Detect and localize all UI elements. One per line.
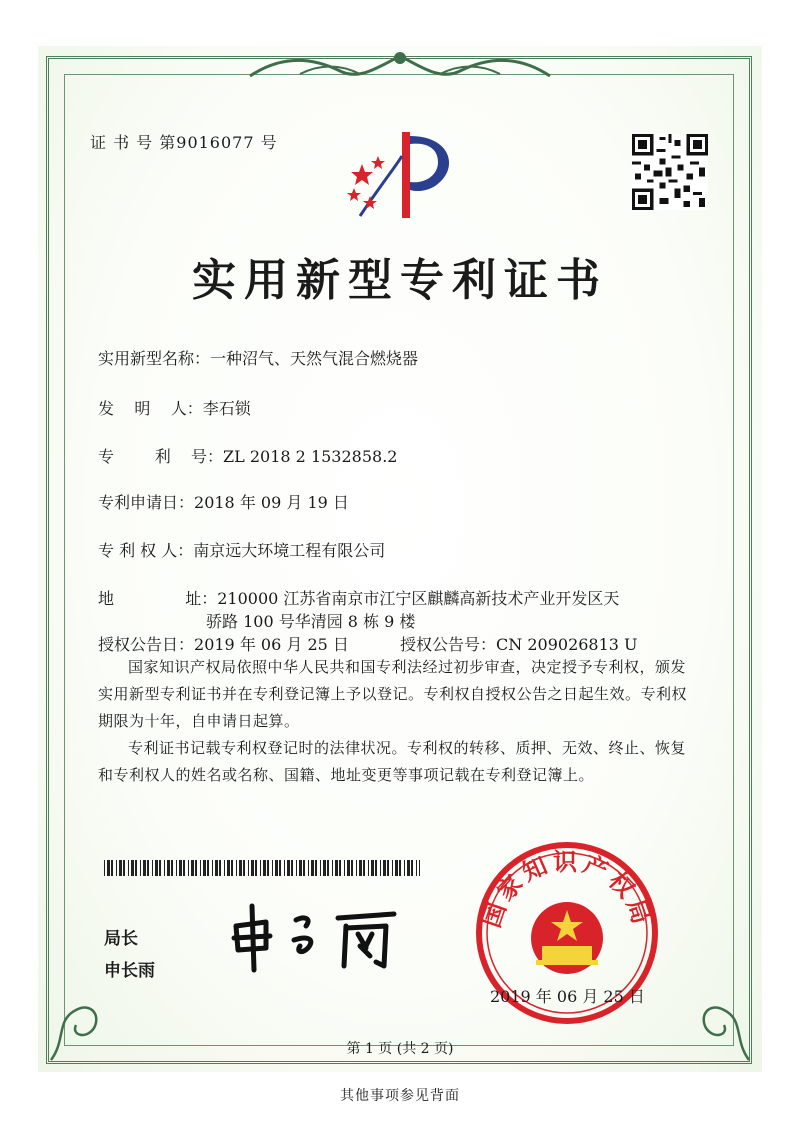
field-label: 专利申请日： — [98, 493, 195, 512]
field-value: 2018 年 09 月 19 日 — [194, 493, 349, 512]
barcode-icon — [104, 860, 420, 876]
field-grant-number — [400, 632, 638, 655]
statement-paragraph-1: 国家知识产权局依照中华人民共和国专利法经过初步审查，决定授予专利权，颁发实用新型专利证书并在专利登记簿上予以登记。专利权自授权公告之日起生效。专利权期限为十年，自申请日起算。 — [98, 658, 688, 730]
field-value: ZL 2018 2 1532858.2 — [223, 447, 398, 466]
field-value: 一种沼气、天然气混合燃烧器 — [210, 349, 419, 368]
field-label: 专 利 号： — [98, 447, 224, 466]
field-grant-date — [98, 632, 349, 655]
director-name: 申长雨 — [104, 961, 155, 981]
field-value: 2019 年 06 月 25 日 — [194, 635, 349, 654]
qr-code-icon — [632, 134, 708, 210]
field-value: 李石锁 — [202, 399, 251, 418]
certificate-number: 证 书 号 第9016077 号 — [90, 133, 278, 152]
field-label: 授权公告日： — [98, 635, 195, 654]
seal-text: 国家知识产权局 — [477, 848, 657, 932]
field-utility-model-name — [98, 346, 418, 369]
director-title: 局长 — [104, 929, 138, 949]
director-signature-icon — [226, 896, 406, 976]
top-ornament-icon — [240, 46, 560, 86]
field-patent-number — [98, 444, 397, 467]
field-address-line2: 骄路 100 号华清园 8 栋 9 楼 — [206, 612, 416, 631]
field-value: 210000 江苏省南京市江宁区麒麟高新技术产业开发区天 — [217, 589, 620, 608]
statement-paragraph-2: 专利证书记载专利权登记时的法律状况。专利权的转移、质押、无效、终止、恢复和专利权人的姓名或名称、国籍、地址变更等事项记载在专利登记簿上。 — [98, 739, 687, 784]
footer-note: 其他事项参见背面 — [340, 1088, 460, 1104]
field-label: 地 址： — [98, 589, 218, 608]
field-label: 授权公告号： — [400, 635, 497, 654]
certificate-title: 实用新型专利证书 — [192, 255, 608, 306]
field-inventor — [98, 396, 251, 419]
field-address — [98, 586, 619, 609]
field-label: 发 明 人： — [98, 399, 203, 418]
field-filing-date — [98, 490, 349, 513]
page-number: 第 1 页 (共 2 页) — [346, 1041, 454, 1057]
field-value: CN 209026813 U — [496, 635, 638, 654]
field-patentee — [98, 538, 385, 561]
issue-date: 2019 年 06 月 25 日 — [490, 987, 645, 1006]
field-label: 专 利 权 人： — [98, 541, 194, 560]
cnipa-logo-icon — [340, 126, 464, 224]
field-value: 南京远大环境工程有限公司 — [193, 541, 386, 560]
field-label: 实用新型名称： — [98, 349, 211, 368]
